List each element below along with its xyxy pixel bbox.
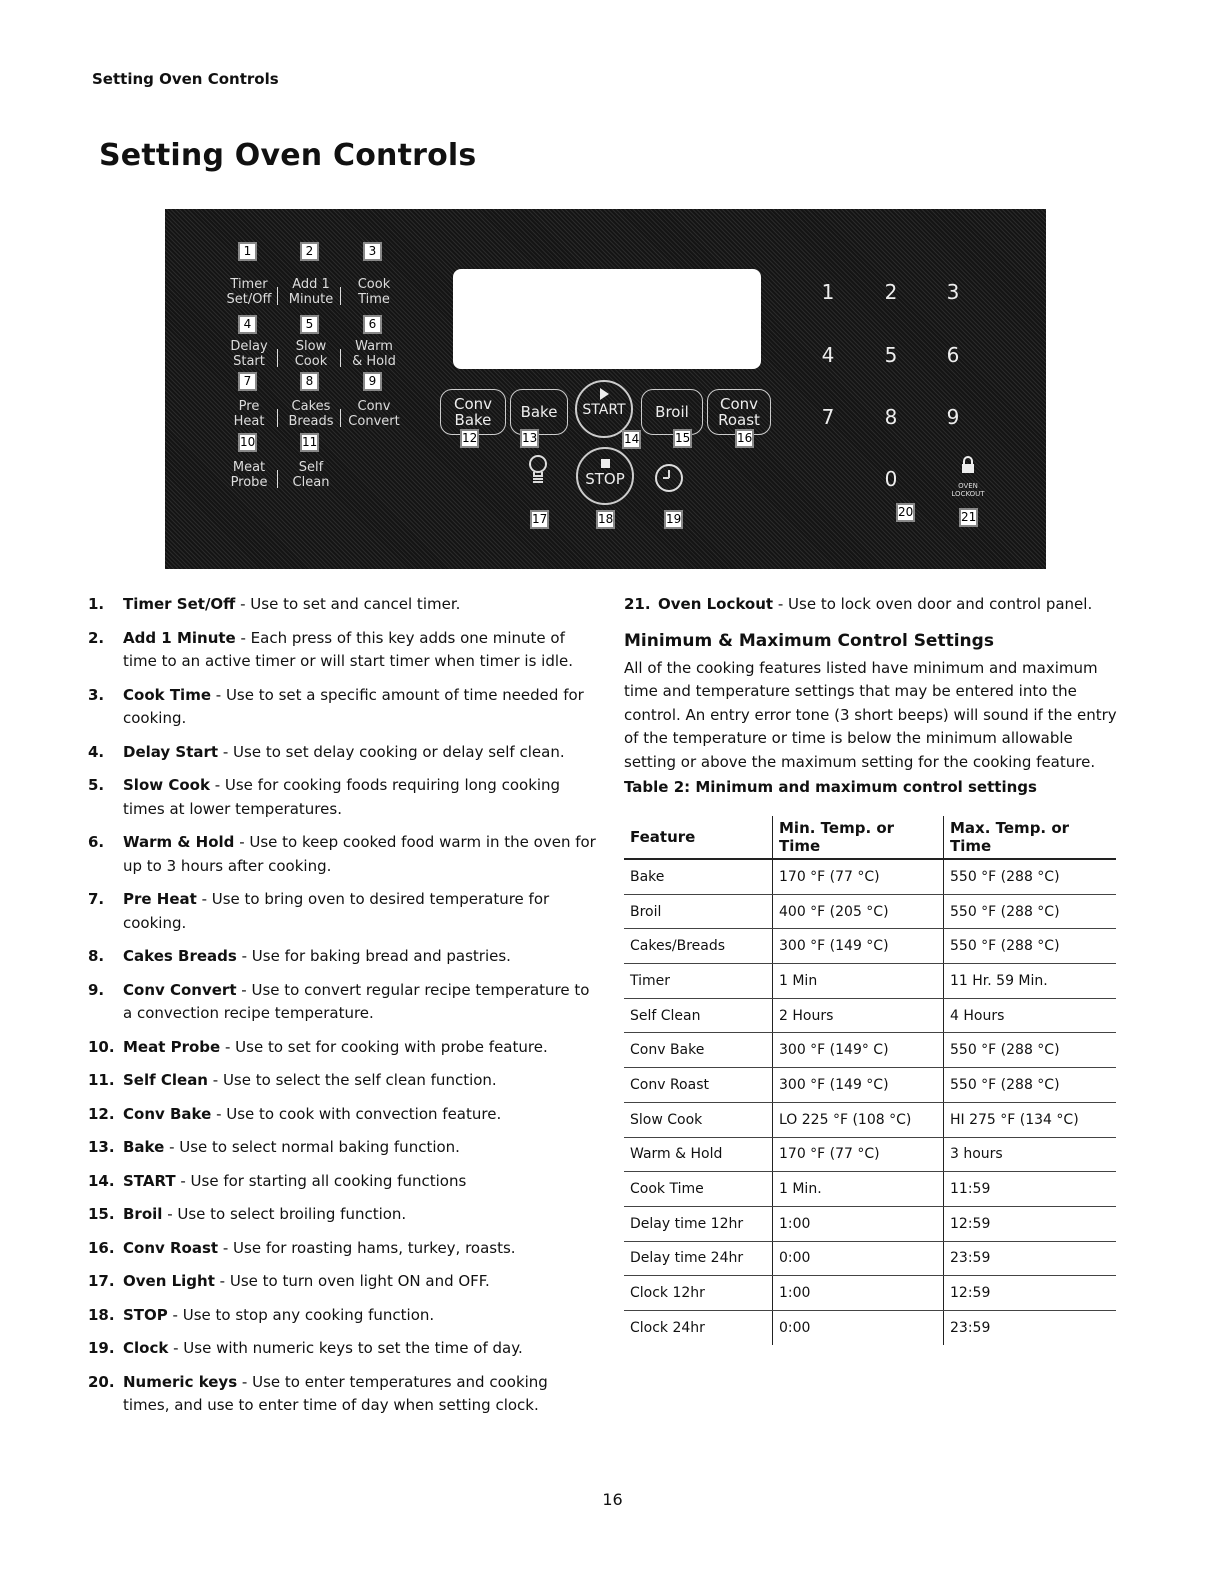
feature-number: 12. [88, 1104, 115, 1123]
feature-name: Conv Bake [123, 1104, 212, 1123]
key-number-marker: 17 [530, 510, 549, 529]
key-label: Probe [230, 475, 268, 490]
table-cell: Warm & Hold [624, 1137, 773, 1172]
key-number-marker: 11 [300, 433, 319, 452]
digit-key-2[interactable]: 2 [884, 280, 898, 304]
table-cell: 2 Hours [773, 998, 944, 1033]
key-number-marker: 1 [238, 242, 257, 261]
feature-number: 18. [88, 1305, 115, 1324]
feature-item [88, 1237, 598, 1261]
key-number-marker: 18 [596, 510, 615, 529]
key-separator [277, 349, 278, 367]
lock-icon[interactable] [961, 456, 975, 474]
digit-key-5[interactable]: 5 [884, 343, 898, 367]
feature-name: Slow Cook [123, 776, 210, 794]
table-cell: 300 °F (149 °C) [773, 1068, 944, 1103]
table-row [624, 859, 1116, 894]
table-cell: 11:59 [944, 1172, 1117, 1207]
table-row [624, 998, 1116, 1033]
table-cell: Broil [624, 894, 773, 929]
feature-number: 11. [88, 1071, 115, 1089]
key-label: Add 1 [292, 277, 330, 292]
feature-name: Self Clean [123, 1071, 208, 1089]
key-number-marker: 16 [735, 429, 754, 448]
table-cell: 12:59 [944, 1276, 1117, 1311]
feature-description: - Use to enter temperatures and cooking times, and use to enter time of day when setting clock. [123, 1372, 548, 1414]
key-label: & Hold [352, 354, 396, 369]
table-row [624, 1310, 1116, 1344]
feature-number: 6. [88, 833, 105, 851]
digit-key-7[interactable]: 7 [821, 405, 835, 429]
key-number-marker: 4 [238, 315, 257, 334]
table-cell: 300 °F (149 °C) [773, 929, 944, 964]
mode-key-label-line: Broil [655, 403, 689, 421]
table-cell: 1 Min [773, 964, 944, 999]
table-cell: 12:59 [944, 1206, 1117, 1241]
feature-description: - Use for starting all cooking functions [175, 1171, 467, 1190]
key-number-marker: 3 [363, 242, 382, 261]
table-cell: 1:00 [773, 1206, 944, 1241]
feature-number: 19. [88, 1339, 115, 1357]
table-cell: Clock 12hr [624, 1276, 773, 1311]
feature-name: Pre Heat [123, 890, 197, 908]
feature-number: 8. [88, 947, 105, 965]
feature-number: 2. [88, 628, 105, 647]
table-cell: 1:00 [773, 1276, 944, 1311]
feature-item [88, 1170, 598, 1194]
table-cell: 0:00 [773, 1241, 944, 1276]
key-label: Cakes [291, 399, 331, 414]
key-separator [340, 287, 341, 305]
feature-item-oven-lockout [624, 593, 1124, 617]
key-label: Convert [348, 414, 400, 429]
key-label: Heat [233, 414, 265, 429]
feature-number: 17. [88, 1272, 115, 1290]
key-number-marker: 8 [300, 372, 319, 391]
stop-label: STOP [585, 470, 625, 488]
key-label: Timer [230, 277, 268, 292]
table-cell: 550 °F (288 °C) [944, 859, 1117, 894]
key-label: Delay [230, 339, 268, 354]
table-caption: Table 2: Minimum and maximum control settings [624, 778, 1037, 796]
table-cell: 550 °F (288 °C) [944, 1068, 1117, 1103]
key-label: Meat [232, 460, 266, 475]
control-panel-illustration [165, 209, 1046, 569]
feature-name: Clock [123, 1339, 169, 1357]
key-number-marker: 20 [896, 503, 915, 522]
digit-key-0[interactable]: 0 [884, 467, 898, 491]
feature-number: 20. [88, 1372, 115, 1391]
feature-number: 14. [88, 1171, 115, 1190]
key-number-marker: 15 [673, 429, 692, 448]
table-cell: 11 Hr. 59 Min. [944, 964, 1117, 999]
feature-number: 21. [624, 595, 651, 613]
table-cell: 0:00 [773, 1310, 944, 1344]
key-number-marker: 7 [238, 372, 257, 391]
feature-number: 1. [88, 595, 105, 613]
table-row [624, 929, 1116, 964]
key-number-marker: 2 [300, 242, 319, 261]
key-number-marker: 12 [460, 429, 479, 448]
feature-description: - Use to keep cooked food warm in the oven for up to 3 hours after cooking. [123, 833, 596, 875]
lockout-label: LOCKOUT [951, 490, 985, 498]
feature-number: 9. [88, 980, 105, 999]
table-cell: Delay time 24hr [624, 1241, 773, 1276]
table-row [624, 1172, 1116, 1207]
play-icon [600, 388, 609, 400]
table-cell: Conv Bake [624, 1033, 773, 1068]
table-cell: HI 275 °F (134 °C) [944, 1102, 1117, 1137]
page-title: Setting Oven Controls [99, 138, 477, 173]
feature-description: - Use for baking bread and pastries. [236, 947, 511, 965]
table-cell: 23:59 [944, 1241, 1117, 1276]
table-row [624, 1206, 1116, 1241]
feature-description: - Use to set delay cooking or delay self clean. [218, 742, 565, 761]
feature-description: - Use with numeric keys to set the time of day. [168, 1339, 523, 1357]
feature-number: 5. [88, 776, 105, 794]
feature-number: 3. [88, 685, 105, 704]
feature-item [88, 831, 598, 878]
table-cell: Bake [624, 859, 773, 894]
table-cell: Conv Roast [624, 1068, 773, 1103]
feature-name: Bake [123, 1138, 165, 1156]
feature-description: - Use to turn oven light ON and OFF. [214, 1272, 490, 1290]
table-cell: Delay time 12hr [624, 1206, 773, 1241]
digit-key-9[interactable]: 9 [946, 405, 960, 429]
feature-name: Oven Lockout [658, 595, 774, 613]
feature-name: Conv Convert [123, 980, 237, 999]
feature-description: - Use to stop any cooking function. [167, 1305, 435, 1324]
feature-description: - Use to select the self clean function. [208, 1071, 497, 1089]
feature-description: - Use to bring oven to desired temperature for cooking. [123, 890, 550, 932]
mode-key-label-line: Roast [718, 411, 760, 429]
mode-key-label-line: Conv [719, 395, 759, 413]
key-label: Self [298, 460, 324, 475]
key-label: Cook [357, 277, 391, 292]
key-label: Conv [357, 399, 391, 414]
mode-key-label [655, 404, 689, 420]
mode-key-label-line: Bake [520, 403, 558, 421]
mode-key-label [454, 396, 492, 428]
key-label: Clean [292, 475, 330, 490]
mode-key-label-line: Conv [453, 395, 493, 413]
feature-description: - Use for cooking foods requiring long cooking times at lower temperatures. [123, 776, 561, 818]
table-header-row [624, 816, 1116, 859]
feature-item [88, 945, 598, 969]
digit-key-8[interactable]: 8 [884, 405, 898, 429]
feature-item [88, 1069, 598, 1093]
table-row [624, 1276, 1116, 1311]
key-separator [277, 470, 278, 488]
table-row [624, 894, 1116, 929]
table-cell: 550 °F (288 °C) [944, 894, 1117, 929]
feature-item [88, 1371, 598, 1418]
key-number-marker: 10 [238, 433, 257, 452]
table-cell: 170 °F (77 °C) [773, 859, 944, 894]
feature-description: - Use to set a specific amount of time needed for cooking. [123, 685, 584, 727]
mode-key-label-line: Bake [454, 411, 492, 429]
mode-key-button[interactable] [641, 389, 703, 435]
feature-name: STOP [123, 1305, 168, 1324]
key-separator [340, 409, 341, 427]
feature-item [88, 979, 598, 1026]
feature-name: Meat Probe [123, 1037, 221, 1056]
digit-key-6[interactable]: 6 [946, 343, 960, 367]
table-cell: 550 °F (288 °C) [944, 929, 1117, 964]
feature-name: Broil [123, 1205, 163, 1223]
feature-number: 4. [88, 742, 105, 761]
digit-key-4[interactable]: 4 [821, 343, 835, 367]
feature-item [88, 1270, 598, 1294]
table-cell: 400 °F (205 °C) [773, 894, 944, 929]
feature-name: Conv Roast [123, 1238, 219, 1257]
feature-description: - Use to set and cancel timer. [235, 595, 461, 613]
stop-square-icon [601, 459, 610, 468]
key-label: Time [358, 292, 390, 307]
stop-button[interactable] [576, 447, 634, 505]
feature-description: - Use for roasting hams, turkey, roasts. [218, 1238, 516, 1257]
feature-item [88, 1203, 598, 1227]
feature-item [88, 741, 598, 765]
digit-key-3[interactable]: 3 [946, 280, 960, 304]
feature-description: - Use to lock oven door and control panel. [773, 595, 1093, 613]
table-cell: Self Clean [624, 998, 773, 1033]
table-cell: 550 °F (288 °C) [944, 1033, 1117, 1068]
table-header-min: Min. Temp. or Time [773, 816, 944, 859]
key-label: Warm [355, 339, 393, 354]
feature-name: Warm & Hold [123, 833, 235, 851]
table-row [624, 964, 1116, 999]
table-row [624, 1102, 1116, 1137]
mode-key-label [718, 396, 760, 428]
table-row [624, 1137, 1116, 1172]
feature-name: Cook Time [123, 685, 211, 704]
feature-item [88, 1337, 598, 1361]
table-cell: 3 hours [944, 1137, 1117, 1172]
table-header-max: Max. Temp. or Time [944, 816, 1117, 859]
key-number-marker: 9 [363, 372, 382, 391]
key-label: Breads [288, 414, 334, 429]
table-cell: Slow Cook [624, 1102, 773, 1137]
key-separator [277, 409, 278, 427]
key-number-marker: 6 [363, 315, 382, 334]
lcd-display [453, 269, 761, 369]
mode-key-label [521, 404, 558, 420]
table-cell: 1 Min. [773, 1172, 944, 1207]
table-cell: 4 Hours [944, 998, 1117, 1033]
feature-item [88, 774, 598, 821]
feature-name: Delay Start [123, 742, 219, 761]
table-cell: Clock 24hr [630, 1319, 705, 1336]
feature-number: 16. [88, 1238, 115, 1257]
key-number-marker: 5 [300, 315, 319, 334]
running-header: Setting Oven Controls [92, 70, 279, 88]
feature-name: Cakes Breads [123, 947, 237, 965]
feature-description: - Use to select broiling function. [162, 1205, 407, 1223]
key-label: Minute [288, 292, 334, 307]
table-cell: Cakes/Breads [624, 929, 773, 964]
table-cell: 23:59 [944, 1310, 1117, 1344]
key-label: Cook [294, 354, 328, 369]
page-number: 16 [602, 1490, 623, 1509]
feature-item [88, 627, 598, 674]
min-max-body: All of the cooking features listed have minimum and maximum time and temperature settings that may be entered into the control. An entry error tone (3 short beeps) will sound if the entry of the temperature or time is below the minimum allowable setting or above the maximum setting for the cooking feature. [624, 658, 1117, 771]
lockout-label: OVEN [958, 482, 978, 490]
table-cell: 170 °F (77 °C) [773, 1137, 944, 1172]
start-label: START [582, 402, 626, 418]
feature-item [88, 1103, 598, 1127]
key-number-marker: 19 [664, 510, 683, 529]
digit-key-1[interactable]: 1 [821, 280, 835, 304]
feature-description: - Use to set for cooking with probe feature. [220, 1037, 548, 1056]
right-column [624, 593, 1124, 796]
control-settings-table [624, 816, 1116, 1345]
table-cell: 300 °F (149° C) [773, 1033, 944, 1068]
feature-item [88, 684, 598, 731]
key-label: Pre [238, 399, 260, 414]
key-number-marker: 13 [520, 429, 539, 448]
feature-list [88, 593, 598, 1428]
min-max-heading: Minimum & Maximum Control Settings [624, 630, 994, 651]
feature-name: Add 1 Minute [123, 628, 236, 647]
table-cell: LO 225 °F (108 °C) [773, 1102, 944, 1137]
key-label: Slow [295, 339, 327, 354]
feature-name: Numeric keys [123, 1372, 238, 1391]
table-row [624, 1033, 1116, 1068]
feature-name: Timer Set/Off [123, 595, 236, 613]
feature-description: - Each press of this key adds one minute of time to an active timer or will start timer when timer is idle. [123, 628, 574, 670]
feature-item [88, 1036, 598, 1060]
feature-description: - Use to convert regular recipe temperature to a convection recipe temperature. [123, 980, 590, 1022]
table-header-feature: Feature [624, 816, 773, 859]
key-label: Set/Off [226, 292, 272, 307]
feature-name: START [123, 1171, 176, 1190]
feature-name: Oven Light [123, 1272, 215, 1290]
feature-item [88, 888, 598, 935]
feature-description: - Use to cook with convection feature. [211, 1104, 502, 1123]
clock-icon[interactable] [654, 463, 684, 493]
feature-number: 13. [88, 1138, 115, 1156]
feature-number: 15. [88, 1205, 115, 1223]
feature-description: - Use to select normal baking function. [164, 1138, 460, 1156]
feature-item [88, 1304, 598, 1328]
mode-key-button[interactable] [510, 389, 568, 435]
key-separator [277, 287, 278, 305]
feature-number: 7. [88, 890, 105, 908]
key-number-marker: 14 [622, 430, 641, 449]
table-cell: Timer [624, 964, 773, 999]
feature-item [88, 1136, 598, 1160]
key-label: Start [233, 354, 265, 369]
key-separator [340, 349, 341, 367]
light-bulb-icon[interactable] [527, 454, 549, 488]
feature-number: 10. [88, 1037, 115, 1056]
feature-item [88, 593, 598, 617]
table-cell: Cook Time [624, 1172, 773, 1207]
table-row [624, 1241, 1116, 1276]
table-row [624, 1068, 1116, 1103]
key-number-marker: 21 [959, 508, 978, 527]
